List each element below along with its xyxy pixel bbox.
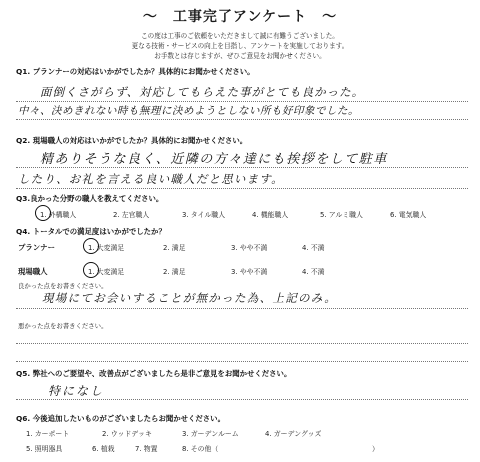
q1-answer-line-2: 中々、決めきれない時も無理に決めようとしない所も好印象でした。 [18, 105, 359, 117]
q2-answer-rule-1 [16, 167, 468, 168]
q4-bad-points-prompt: 悪かった点をお書きください。 [18, 322, 108, 330]
q6-option-8[interactable]: 8. その他（ [182, 445, 219, 453]
q6-option-4[interactable]: 4. ガーデングッズ [265, 430, 322, 438]
intro-line-1: この度は工事のご依頼をいただきまして誠に有難うございました。 [141, 32, 339, 40]
q5-answer-rule [16, 399, 468, 400]
q2-question: Q2. 現場職人の対応はいかがでしたか？具体的にお聞かせください。 [16, 136, 248, 145]
q4-craftsman-option-1[interactable]: 1. 大変満足 [88, 268, 125, 276]
q3-option-4[interactable]: 4. 機能職人 [252, 211, 289, 219]
q6-option-7[interactable]: 7. 物置 [135, 445, 158, 453]
survey-title: ～ 工事完了アンケート ～ [142, 9, 338, 25]
q4-good-points-rule [16, 308, 468, 309]
q3-option-5[interactable]: 5. アルミ職人 [320, 211, 363, 219]
q1-answer-line-1: 面倒くさがらず、対応してもらえた事がとても良かった。 [40, 85, 365, 99]
q4-craftsman-option-4[interactable]: 4. 不満 [302, 268, 325, 276]
q6-option-5[interactable]: 5. 照明器具 [26, 445, 63, 453]
q3-option-6[interactable]: 6. 電気職人 [390, 211, 427, 219]
q4-planner-option-2[interactable]: 2. 満足 [163, 244, 186, 252]
q4-planner-option-1[interactable]: 1. 大変満足 [88, 244, 125, 252]
q6-option-2[interactable]: 2. ウッドデッキ [102, 430, 152, 438]
q6-question: Q6. 今後追加したいものがございましたらお聞かせください。 [16, 414, 225, 423]
intro-line-3: お手数とは存じますが、ぜひご意見をお聞かせください。 [154, 52, 326, 60]
q3-question: Q3.良かった分野の職人を教えてください。 [16, 194, 164, 203]
q3-option-2[interactable]: 2. 左官職人 [113, 211, 150, 219]
q4-planner-option-3[interactable]: 3. やや不満 [231, 244, 268, 252]
q6-option-3[interactable]: 3. ガーデンルーム [182, 430, 239, 438]
q4-good-points-answer: 現場にてお会いすることが無かった為、上記のみ。 [42, 291, 338, 305]
q4-question: Q4. トータルでの満足度はいかがでしたか？ [16, 227, 166, 236]
q4-craftsman-option-2[interactable]: 2. 満足 [163, 268, 186, 276]
q1-answer-rule-2 [16, 119, 468, 120]
q3-selected-circle [35, 205, 51, 221]
q2-answer-rule-2 [16, 188, 468, 189]
q3-option-3[interactable]: 3. タイル職人 [182, 211, 226, 219]
q4-craftsman-label: 現場職人 [18, 267, 48, 276]
q1-question: Q1. プランナーの対応はいかがでしたか？具体的にお聞かせください。 [16, 67, 255, 76]
q4-good-points-prompt: 良かった点をお書きください。 [18, 282, 108, 290]
q5-answer: 特になし [48, 384, 105, 398]
q4-planner-label: プランナー [18, 243, 55, 252]
q6-option-6[interactable]: 6. 植栽 [92, 445, 115, 453]
q6-option-1[interactable]: 1. カーポート [26, 430, 70, 438]
q4-planner-option-4[interactable]: 4. 不満 [302, 244, 325, 252]
q4-craftsman-option-3[interactable]: 3. やや不満 [231, 268, 268, 276]
q3-option-1[interactable]: 1. 外構職人 [40, 211, 77, 219]
q1-answer-rule-1 [16, 101, 468, 102]
q5-question: Q5. 弊社へのご要望や、改善点がございましたら是非ご意見をお聞かせください。 [16, 369, 292, 378]
q4-bad-points-rule-2 [16, 361, 468, 362]
q2-answer-line-1: 精ありそうな良く、近隣の方々達にも挨拶をして駐車 [40, 152, 388, 167]
q4-bad-points-rule-1 [16, 343, 468, 344]
q6-option-8-close: ） [372, 445, 379, 453]
q2-answer-line-2: したり、お礼を言える良い職人だと思います。 [18, 172, 284, 186]
intro-line-2: 更なる技術・サービスの向上を目指し、アンケートを実施しております。 [131, 42, 349, 50]
